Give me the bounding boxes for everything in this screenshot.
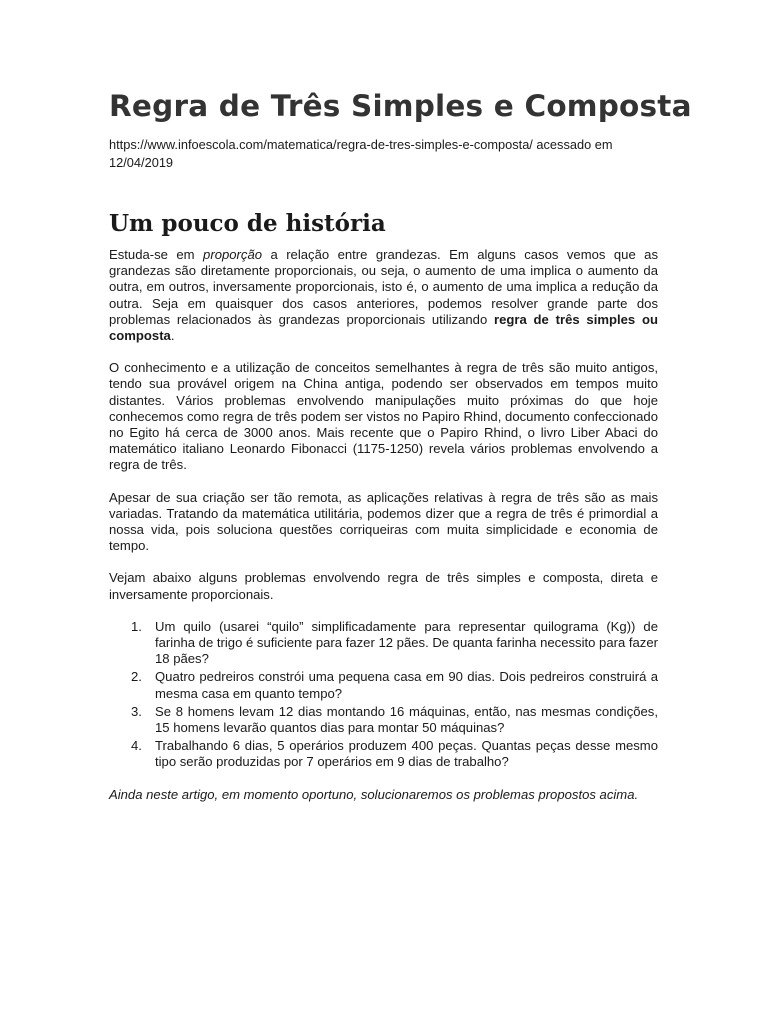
source-citation: https://www.infoescola.com/matematica/regra-de-tres-simples-e-composta/ acessado em 12/04/2019 xyxy=(109,137,613,170)
paragraph-intro xyxy=(109,247,658,344)
list-item-number: 1. xyxy=(131,618,142,634)
list-item xyxy=(109,669,658,701)
paragraph-problems-intro: Vejam abaixo alguns problemas envolvendo regra de três simples e composta, direta e inversamente proporcionais. xyxy=(109,570,658,602)
closing-note: Ainda neste artigo, em momento oportuno, solucionaremos os problemas propostos acima. xyxy=(109,786,639,802)
paragraph-history: O conhecimento e a utilização de conceitos semelhantes à regra de três são muito antigos, tendo sua provável origem na China antiga, podendo ser observados em tempos muito distantes. Vários problemas envolvendo manipulações muito próximas do que hoje conhecemos como regra de três podem ser vistos no Papiro Rhind, documento confeccionado no Egito há cerca de 3000 anos. Mais recente que o Papiro Rhind, o livro Liber Abaci do matemático italiano Leonardo Fibonacci (1175-1250) revela vários problemas envolvendo a regra de três. xyxy=(109,360,658,473)
list-item xyxy=(109,704,658,736)
document-page xyxy=(109,84,692,803)
list-item-number: 4. xyxy=(131,738,142,754)
intro-text-middle: a relação entre grandezas. Em alguns casos vemos que as grandezas são diretamente proporcionais, ou seja, o aumento de uma implica o aumento da outra, em outros, inversamente proporcionais, isto é, o aumento de uma implica a redução da outra. Seja em quaisquer dos casos anteriores, podemos resolver grande parte dos problemas relacionados às grandezas proporcionais utilizando xyxy=(109,247,659,327)
document-title: Regra de Três Simples e Composta xyxy=(109,89,692,123)
intro-text-start: Estuda-se em xyxy=(109,247,204,262)
problem-list xyxy=(109,619,658,771)
list-item-number: 2. xyxy=(131,669,142,685)
list-item-number: 3. xyxy=(131,703,142,719)
intro-text-end: . xyxy=(170,328,175,344)
list-item-text: Quatro pedreiros constrói uma pequena casa em 90 dias. Dois pedreiros construirá a mesma casa em quanto tempo? xyxy=(155,669,658,701)
list-item xyxy=(109,619,658,668)
list-item-text: Trabalhando 6 dias, 5 operários produzem 400 peças. Quantas peças desse mesmo tipo serão produzidas por 7 operários em 9 dias de trabalho? xyxy=(155,738,658,770)
emphasis-proporcao: proporção xyxy=(203,247,263,262)
section-heading: Um pouco de história xyxy=(109,210,386,237)
list-item-text: Um quilo (usarei “quilo” simplificadamente para representar quilograma (Kg)) de farinha de trigo é suficiente para fazer 12 pães. De quanta farinha necessito para fazer 18 pães? xyxy=(155,618,658,667)
list-item-text: Se 8 homens levam 12 dias montando 16 máquinas, então, nas mesmas condições, 15 homens levarão quantos dias para montar 50 máquinas? xyxy=(155,703,658,736)
list-item xyxy=(109,738,658,770)
bold-regra-de-tres: regra de três simples ou composta xyxy=(109,311,658,344)
paragraph-applications: Apesar de sua criação ser tão remota, as aplicações relativas à regra de três são as mais variadas. Tratando da matemática utilitária, podemos dizer que a regra de três é primordial a nossa vida, pois soluciona questões corriqueiras com muita simplicidade e economia de tempo. xyxy=(109,489,658,554)
